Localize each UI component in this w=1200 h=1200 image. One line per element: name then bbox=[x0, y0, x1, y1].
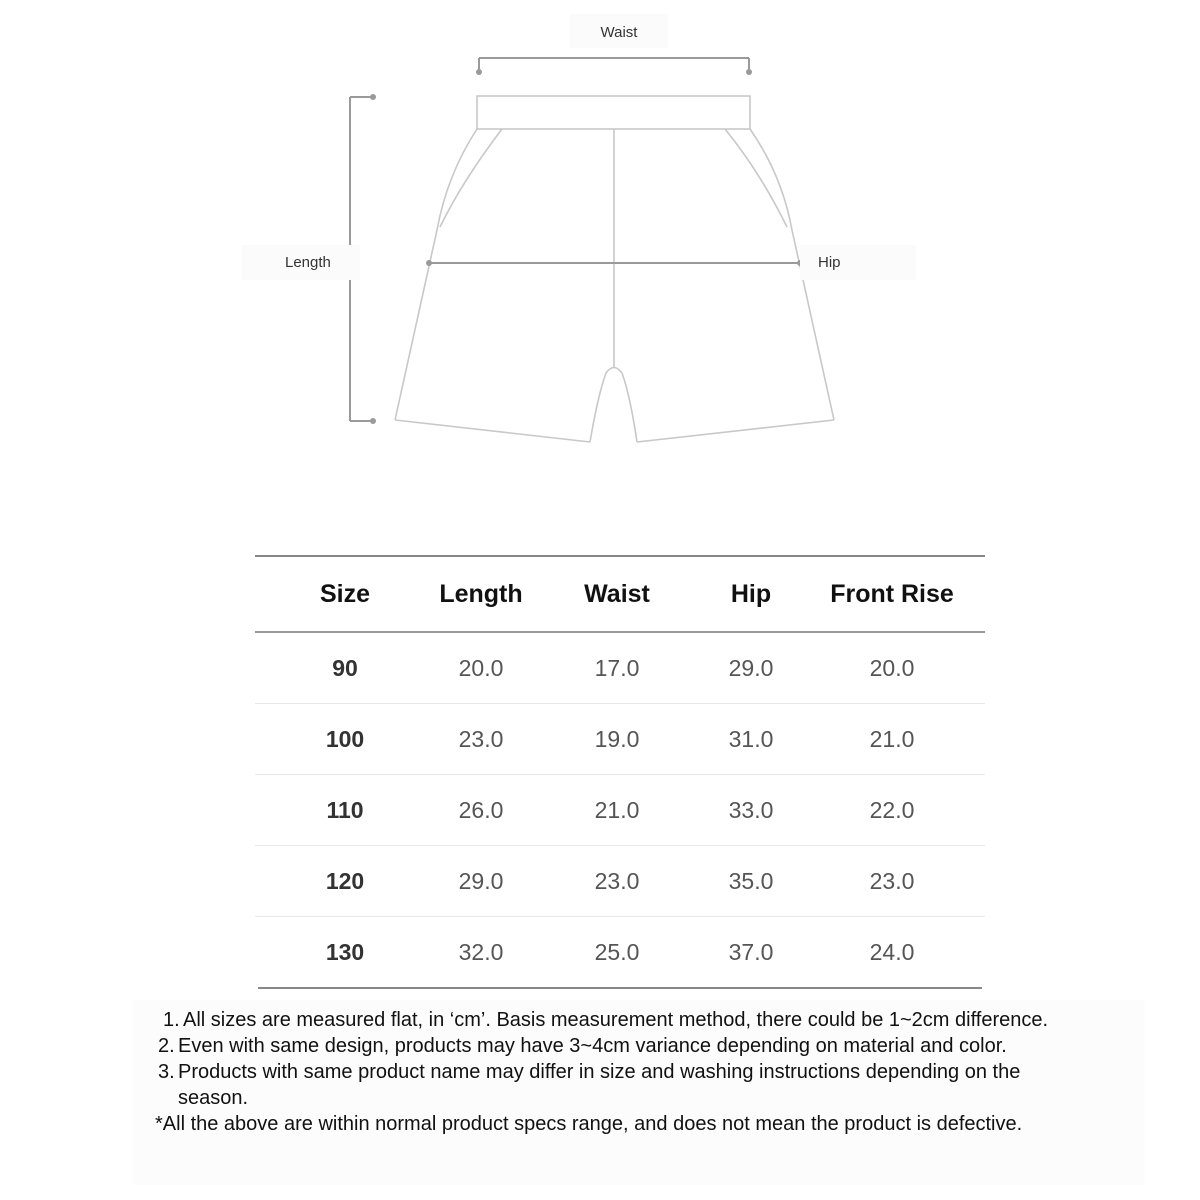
note-number: 2. bbox=[158, 1035, 175, 1057]
cell-waist: 19.0 bbox=[594, 725, 640, 752]
cell-front-rise: 23.0 bbox=[869, 867, 915, 894]
table-row bbox=[255, 917, 985, 988]
note-number: 1. bbox=[163, 1009, 180, 1031]
table-row bbox=[255, 633, 985, 704]
cell-hip: 29.0 bbox=[728, 654, 774, 681]
table-row bbox=[255, 704, 985, 775]
note-item bbox=[158, 1059, 1148, 1111]
note-text: Even with same design, products may have 3~4cm variance depending on material and color. bbox=[178, 1035, 1007, 1057]
header-waist: Waist bbox=[584, 579, 650, 608]
disclaimer-note: *All the above are within normal product specs range, and does not mean the product is defective. bbox=[155, 1113, 1023, 1135]
cell-size: 120 bbox=[325, 867, 365, 894]
header-front-rise: Front Rise bbox=[830, 579, 954, 608]
cell-size: 130 bbox=[325, 939, 365, 965]
note-item bbox=[163, 1007, 1048, 1033]
cell-front-rise: 20.0 bbox=[869, 654, 915, 681]
cell-front-rise: 22.0 bbox=[869, 796, 915, 823]
cell-hip: 35.0 bbox=[728, 867, 774, 894]
cell-hip: 31.0 bbox=[728, 725, 774, 752]
cell-size: 110 bbox=[326, 796, 364, 823]
cell-hip: 33.0 bbox=[728, 796, 774, 823]
cell-waist: 25.0 bbox=[594, 939, 640, 965]
note-text: Products with same product name may differ in size and washing instructions depending on the bbox=[178, 1061, 1021, 1083]
cell-waist: 23.0 bbox=[594, 867, 640, 894]
size-diagram bbox=[0, 0, 1200, 500]
shorts-illustration bbox=[0, 0, 1200, 500]
table-row bbox=[255, 775, 985, 846]
note-text: All sizes are measured flat, in ‘cm’. Basis measurement method, there could be 1~2cm difference. bbox=[183, 1009, 1049, 1031]
waist-dimension bbox=[476, 58, 752, 75]
cell-length: 26.0 bbox=[458, 796, 504, 823]
measurement-notes bbox=[133, 1000, 1145, 1185]
header-length: Length bbox=[439, 579, 523, 608]
cell-size: 100 bbox=[325, 725, 365, 752]
cell-front-rise: 21.0 bbox=[869, 725, 915, 752]
header-size: Size bbox=[319, 579, 371, 608]
cell-length: 29.0 bbox=[458, 867, 504, 894]
length-label: Length bbox=[242, 245, 360, 280]
table-header-row bbox=[255, 557, 985, 631]
table-bottom-rule bbox=[258, 987, 982, 989]
cell-length: 32.0 bbox=[458, 939, 504, 965]
waist-label: Waist bbox=[570, 14, 668, 48]
cell-length: 20.0 bbox=[458, 654, 504, 681]
note-text-continued: season. bbox=[178, 1087, 249, 1109]
header-hip: Hip bbox=[730, 579, 772, 608]
table-row bbox=[255, 846, 985, 917]
note-item bbox=[158, 1033, 1007, 1059]
shorts-outline bbox=[395, 96, 834, 442]
cell-waist: 21.0 bbox=[594, 796, 640, 823]
cell-size: 90 bbox=[332, 654, 358, 681]
cell-hip: 37.0 bbox=[728, 939, 774, 965]
cell-waist: 17.0 bbox=[594, 654, 640, 681]
note-number: 3. bbox=[158, 1061, 175, 1083]
hip-label: Hip bbox=[800, 245, 916, 280]
cell-length: 23.0 bbox=[458, 725, 504, 752]
cell-front-rise: 24.0 bbox=[869, 939, 915, 965]
